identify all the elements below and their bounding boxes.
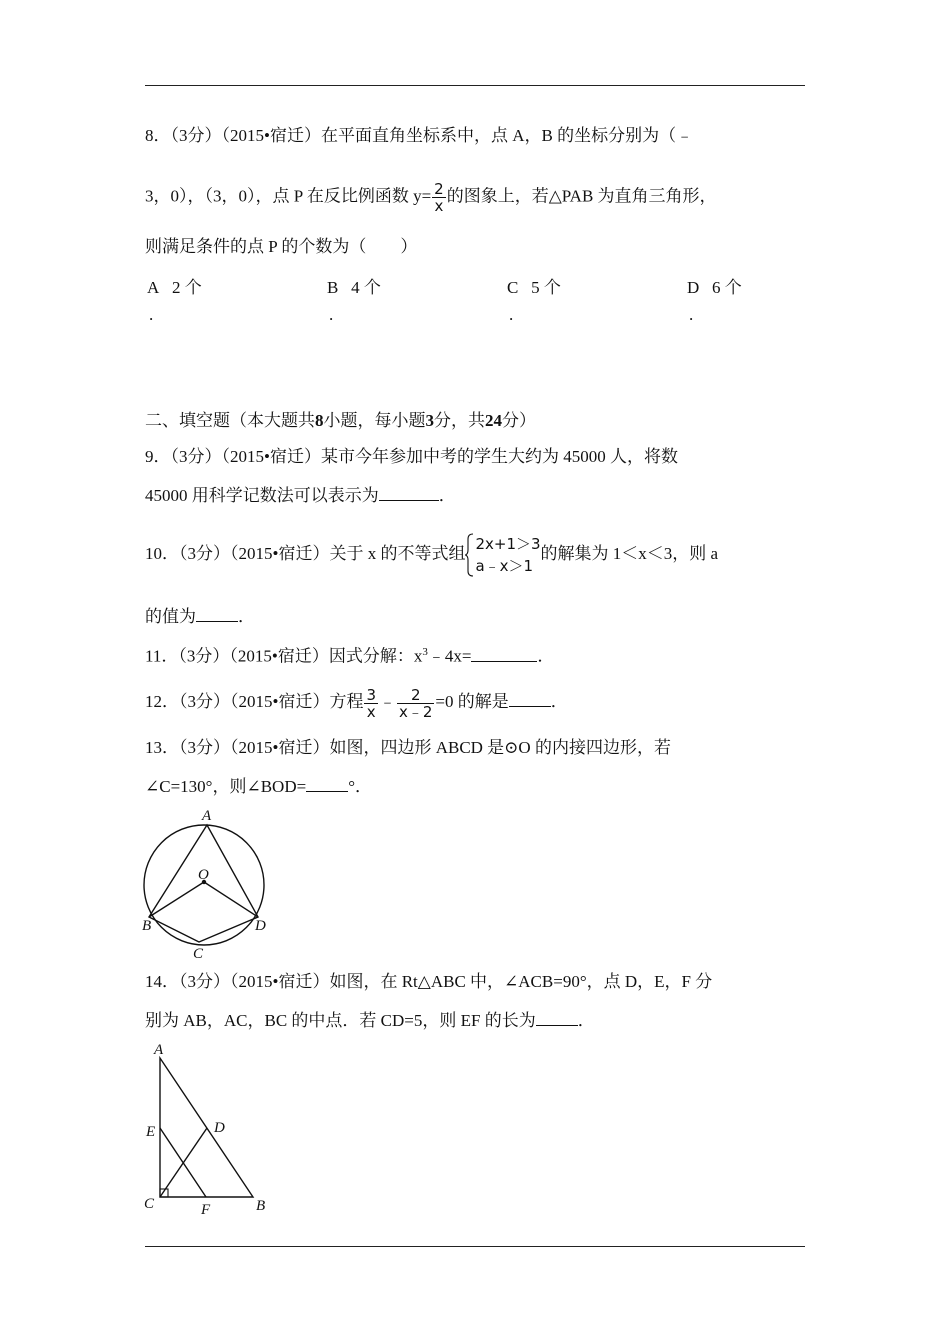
section2-text-a: 二、填空题（本大题共 bbox=[145, 411, 315, 430]
q13-line1: 13．（3分）（2015•宿迁）如图，四边形 ABCD 是⊙O 的内接四边形，若 bbox=[145, 738, 671, 757]
option-letter: B bbox=[327, 278, 339, 297]
label-c: C bbox=[144, 1196, 155, 1212]
q11-exponent: 3 bbox=[422, 646, 428, 658]
q13-circle-figure bbox=[138, 805, 278, 965]
q12-fraction-2 bbox=[397, 687, 434, 720]
q13-end: °． bbox=[348, 777, 373, 796]
option-letter: A bbox=[147, 278, 160, 297]
q12-end: ． bbox=[550, 692, 568, 711]
q8-line2 bbox=[145, 181, 717, 214]
q8-option-c[interactable] bbox=[507, 273, 561, 324]
q10-inequality-2: a﹣x＞1 bbox=[475, 557, 534, 576]
option-text: 2 个 bbox=[172, 278, 202, 297]
label-o: O bbox=[198, 867, 209, 883]
q10-text-b: 的解集为 1＜x＜3，则 a bbox=[540, 544, 719, 563]
q8-option-a[interactable] bbox=[147, 273, 202, 324]
q14-line2 bbox=[145, 1009, 595, 1032]
q8-option-d[interactable] bbox=[687, 273, 742, 324]
q12-text-b: =0 的解是 bbox=[435, 692, 509, 711]
q14-line1: 14．（3分）（2015•宿迁）如图，在 Rt△ABC 中，∠ACB=90°，点 D，E，F 分 bbox=[145, 972, 713, 991]
q8-fraction-den: x bbox=[434, 197, 444, 215]
q10-text-a: 10．（3分）（2015•宿迁）关于 x 的不等式组 bbox=[145, 544, 466, 563]
section2-heading bbox=[145, 410, 536, 432]
q8-line3: 则满足条件的点 P 的个数为（ ） bbox=[145, 237, 418, 256]
circle-o bbox=[144, 825, 264, 945]
q12-answer-blank[interactable] bbox=[509, 690, 551, 707]
brace-icon bbox=[465, 533, 474, 577]
q14-line2-text: 别为 AB，AC，BC 的中点．若 CD=5，则 EF 的长为 bbox=[145, 1011, 536, 1030]
label-f: F bbox=[201, 1202, 211, 1218]
label-a: A bbox=[202, 808, 212, 824]
label-c: C bbox=[193, 946, 204, 962]
q8-fraction-num: 2 bbox=[434, 180, 444, 198]
section2-text-c: 分，共 bbox=[434, 411, 485, 430]
label-b: B bbox=[142, 918, 152, 934]
option-text: 6 个 bbox=[712, 278, 742, 297]
q13-answer-blank[interactable] bbox=[306, 775, 348, 792]
label-d: D bbox=[255, 918, 266, 934]
section2-points-each: 3 bbox=[425, 411, 434, 430]
label-d: D bbox=[214, 1120, 225, 1136]
segment-ob bbox=[149, 882, 204, 917]
q12-fraction-1 bbox=[364, 687, 378, 720]
option-letter: D bbox=[687, 278, 700, 297]
q9-end: ． bbox=[438, 486, 456, 505]
option-text: 4 个 bbox=[351, 278, 381, 297]
q10-line2 bbox=[145, 605, 255, 628]
q8-fraction bbox=[432, 181, 446, 214]
label-b: B bbox=[256, 1198, 266, 1214]
q10-inequality-1: 2x+1＞3 bbox=[475, 535, 541, 554]
q12-line bbox=[145, 682, 568, 722]
q11-text-a: 11．（3分）（2015•宿迁）因式分解：x bbox=[145, 646, 423, 666]
q13-line2-text: ∠C=130°，则∠BOD= bbox=[145, 777, 307, 796]
q11-text-b: ﹣4x= bbox=[427, 646, 472, 666]
q10-end: ． bbox=[238, 607, 255, 626]
q8-option-b[interactable] bbox=[327, 273, 381, 324]
option-text: 5 个 bbox=[531, 278, 561, 297]
option-dot: . bbox=[149, 305, 154, 324]
option-dot: . bbox=[509, 305, 514, 324]
section2-text-d: 分） bbox=[502, 411, 536, 430]
label-a: A bbox=[154, 1042, 164, 1058]
q11-line bbox=[145, 641, 554, 668]
q10-line2-text: 的值为 bbox=[145, 607, 196, 626]
q13-line2 bbox=[145, 775, 372, 798]
section2-points-total: 24 bbox=[485, 411, 502, 430]
q12-fraction-1-num: 3 bbox=[366, 685, 376, 704]
q14-end: ． bbox=[577, 1011, 595, 1030]
segment-od bbox=[204, 882, 258, 917]
bottom-rule bbox=[145, 1246, 805, 1247]
q9-line2 bbox=[145, 484, 456, 507]
q9-answer-blank[interactable] bbox=[379, 484, 439, 501]
option-letter: C bbox=[507, 278, 519, 297]
q14-triangle-figure bbox=[138, 1038, 278, 1218]
q11-end: ． bbox=[537, 646, 555, 666]
section2-text-b: 小题，每小题 bbox=[323, 411, 426, 430]
q10-inequality-system bbox=[465, 533, 540, 577]
q12-fraction-2-num: 2 bbox=[397, 687, 434, 704]
q9-line1: 9．（3分）（2015•宿迁）某市今年参加中考的学生大约为 45000 人，将数 bbox=[145, 447, 678, 466]
q12-fraction-2-den: x﹣2 bbox=[399, 702, 433, 721]
q9-line2-text: 45000 用科学记数法可以表示为 bbox=[145, 486, 379, 505]
q11-answer-blank[interactable] bbox=[471, 645, 537, 662]
section2-count: 8 bbox=[315, 411, 324, 430]
q12-fraction-1-den: x bbox=[366, 702, 376, 721]
option-dot: . bbox=[329, 305, 334, 324]
top-rule bbox=[145, 85, 805, 86]
q12-text-a: 12．（3分）（2015•宿迁）方程 bbox=[145, 692, 364, 711]
option-dot: . bbox=[689, 305, 694, 324]
q10-line1 bbox=[145, 532, 718, 577]
q12-minus: ﹣ bbox=[379, 692, 396, 711]
q8-line2-a: 3，0），（3，0），点 P 在反比例函数 y= bbox=[145, 186, 432, 206]
q14-answer-blank[interactable] bbox=[536, 1009, 578, 1026]
q8-line1: 8．（3分）（2015•宿迁）在平面直角坐标系中，点 A，B 的坐标分别为（﹣ bbox=[145, 126, 694, 145]
label-e: E bbox=[146, 1124, 156, 1140]
q10-answer-blank[interactable] bbox=[196, 605, 238, 622]
q8-line2-b: 的图象上，若△PAB 为直角三角形， bbox=[446, 186, 717, 206]
